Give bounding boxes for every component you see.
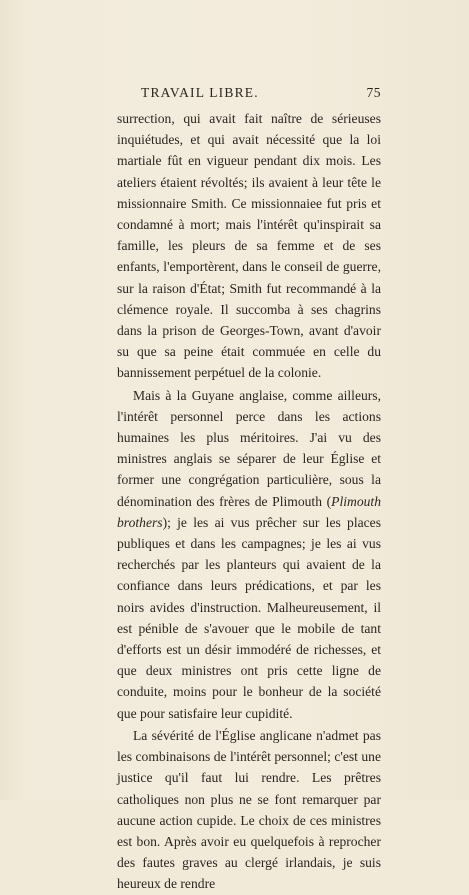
page-number: 75 [366,85,381,100]
paragraph-2-part-2: ); je les ai vus prêcher sur les places publiques et dans les campagnes; je les ai vus recherchés par les planteurs qui avaient de la confiance dans leurs prédications, et par les noirs avides d'instruction. Malheureusement, il est pénible de s'avouer que le mobile de tant d'efforts est un désir immodéré de richesses, et que deux ministres ont pris cette ligne de conduite, moins pour le bonheur de la société que pour satisfaire leur cupidité. [117,514,381,721]
paragraph-3: La sévérité de l'Église anglicane n'admet pas les combinaisons de l'intérêt personnel; c'est une justice qu'il faut lui rendre. Les prêtres catholiques non plus ne se font remarquer par aucune action cupide. Le choix de ces ministres est bon. Après avoir eu quelquefois à reprocher des fautes graves au clergé irlandais, je suis heureux de rendre [117,727,381,892]
running-title: TRAVAIL LIBRE. [141,85,259,100]
paragraph-2 [117,385,381,724]
body-text [117,108,381,895]
paragraph-1: surrection, qui avait fait naître de sérieuses inquiétudes, et qui avait nécessité que la loi martiale fût en vigueur pendant dix mois. Les ateliers étaient révoltés; ils avaient à leur tête le missionnaire Smith. Ce missionnaiee fut pris et condamné à mort; mais l'intérêt qu'inspirait sa famille, les pleurs de sa femme et de ses enfants, l'emportèrent, dans le conseil de guerre, sur la raison d'État; Smith fut recommandé à la clémence royale. Il succomba à ses chagrins dans la prison de Georges-Town, avant d'avoir su que sa peine était commuée en celle du bannissement perpétuel de la colonie. [117,111,381,381]
page-header [117,85,381,103]
paragraph-2-italic: Plimouth brothers [117,493,381,530]
paragraph-2-part-1: Mais à la Guyane anglaise, comme ailleurs, l'intérêt personnel perce dans les actions humaines les plus méritoires. J'ai vu des ministres anglais se séparer de leur Église et former une congrégation particulière, sous la dénomination des frères de Plimouth ( [117,387,381,509]
